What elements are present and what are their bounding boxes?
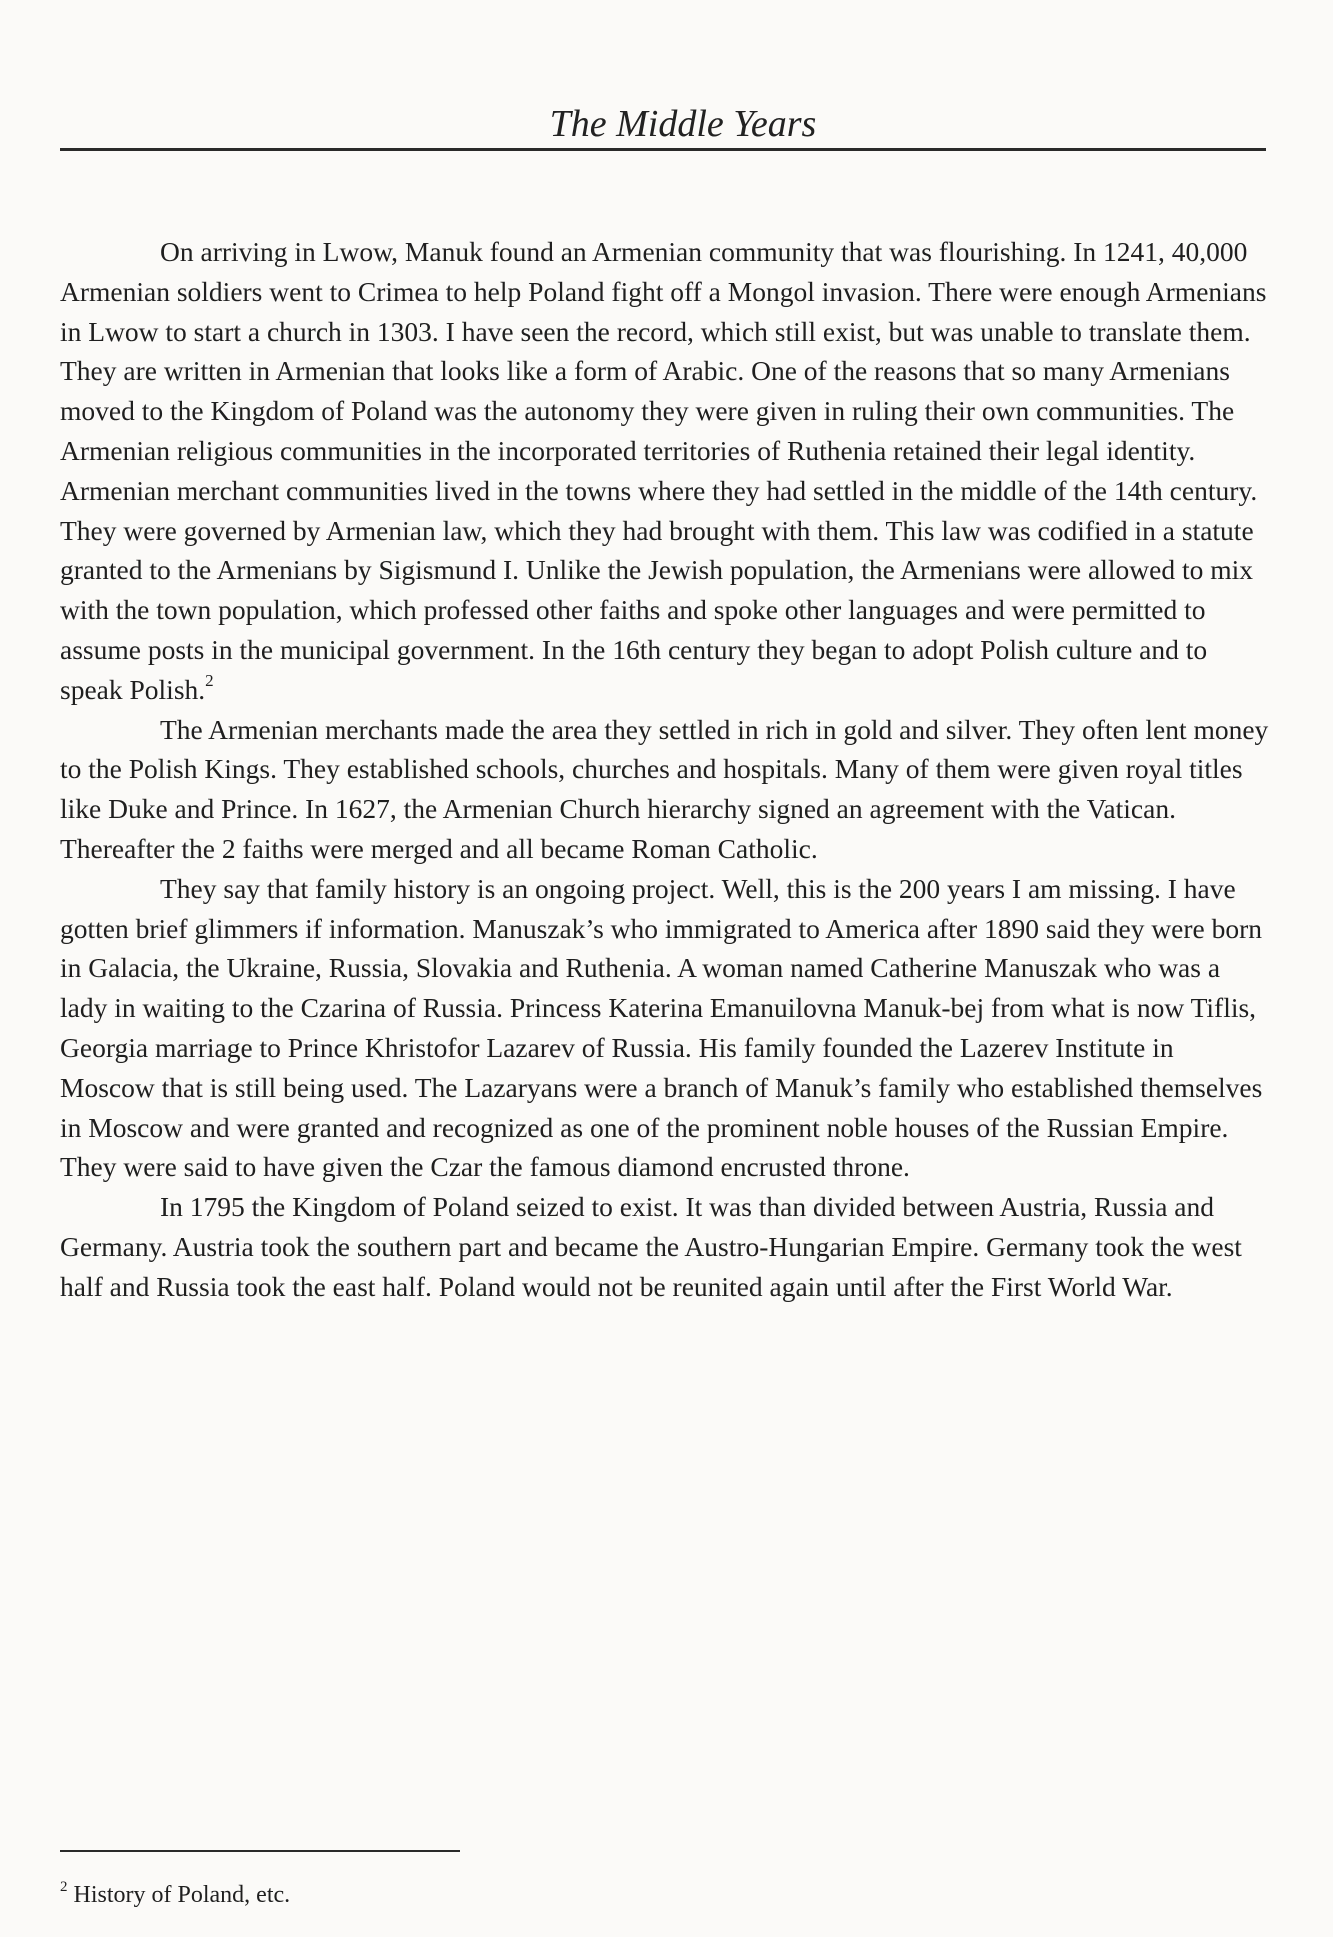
paragraph-1 (60, 232, 1270, 710)
footnote-reference: 2 (205, 670, 214, 690)
paragraph-3: They say that family history is an ongoing project. Well, this is the 200 years I am missing. I have gotten brief glimmers if information. Manuszak’s who immigrated to America after 1890 said they were born in Galacia, the Ukraine, Russia, Slovakia and Ruthenia. A woman named Catherine Manuszak who was a lady in waiting to the Czarina of Russia. Princess Katerina Emanuilovna Manuk-bej from what is now Tiflis, Georgia marriage to Prince Khristofor Lazarev of Russia. His family founded the Lazerev Institute in Moscow that is still being used. The Lazaryans were a branch of Manuk’s family who established themselves in Moscow and were granted and recognized as one of the prominent noble houses of the Russian Empire. They were said to have given the Czar the famous diamond encrusted throne. (60, 872, 1263, 1183)
page-title: The Middle Years (549, 103, 817, 145)
paragraph-1-text: On arriving in Lwow, Manuk found an Armenian community that was flourishing. In 1241, 40,000 Armenian soldiers went to Crimea to help Poland fight off a Mongol invasion. There were enough Armenians in Lwow to start a church in 1303. I have seen the record, which still exist, but was unable to translate them. They are written in Armenian that looks like a form of Arabic. One of the reasons that so many Armenians moved to the Kingdom of Poland was the autonomy they were given in ruling their own communities. The Armenian religious communities in the incorporated territories of Ruthenia retained their legal identity. Armenian merchant communities lived in the towns where they had settled in the middle of the 14th century. They were governed by Armenian law, which they had brought with them. This law was codified in a statute granted to the Armenians by Sigismund I. Unlike the Jewish population, the Armenians were allowed to mix with the town population, which professed other faiths and spoke other languages and were permitted to assume posts in the municipal government. In the 16th century they began to adopt Polish culture and to speak Polish. (60, 236, 1267, 705)
footnote (60, 1880, 290, 1910)
body-text (60, 232, 1270, 1307)
header-rule (60, 148, 1266, 151)
footnote-rule (60, 1850, 460, 1852)
footnote-text: History of Poland, etc. (73, 1882, 291, 1908)
paragraph-4: In 1795 the Kingdom of Poland seized to exist. It was than divided between Austria, Russia and Germany. Austria took the southern part and became the Austro-Hungarian Empire. Germany took the west half and Russia took the east half. Poland would not be reunited again until after the First World War. (60, 1191, 1242, 1302)
paragraph-2: The Armenian merchants made the area they settled in rich in gold and silver. They often lent money to the Polish Kings. They established schools, churches and hospitals. Many of them were given royal titles like Duke and Prince. In 1627, the Armenian Church hierarchy signed an agreement with the Vatican. Thereafter the 2 faiths were merged and all became Roman Catholic. (60, 713, 1269, 864)
footnote-number: 2 (60, 1879, 68, 1895)
page-header (60, 100, 1266, 152)
